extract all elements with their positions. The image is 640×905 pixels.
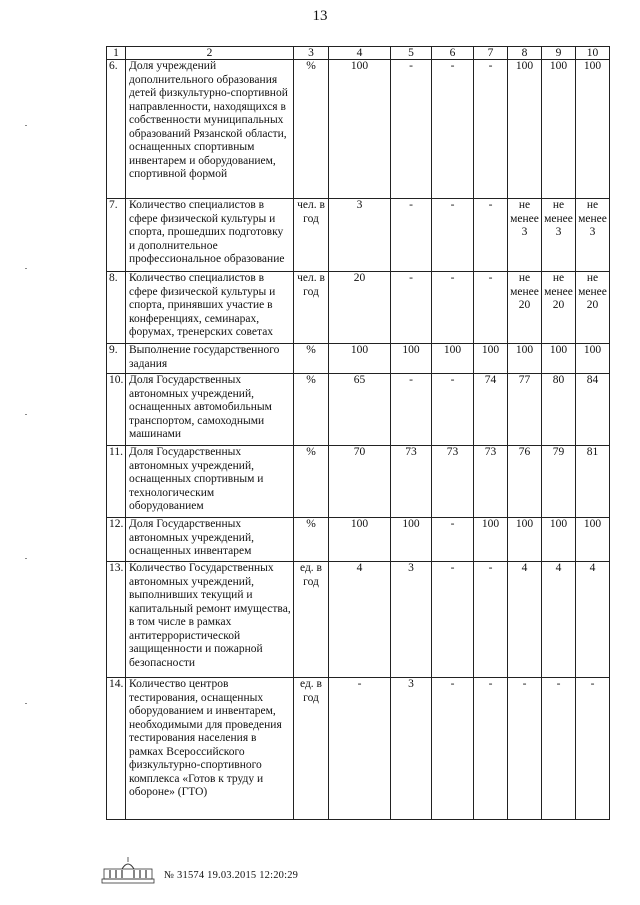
unit-cell: чел. в год (294, 199, 329, 272)
value-cell: - (432, 562, 474, 678)
indicator-name: Доля учреждений дополнительного образования детей физкультурно-спортивной направленности, находящихся в собственности муниципальных образований Рязанской области, оснащенных спортивным инвентарем и оборудованием, спортивной формой (126, 60, 294, 199)
table-row (107, 199, 610, 272)
value-cell: 100 (508, 60, 542, 199)
scan-artifact (25, 558, 27, 559)
value-cell: 84 (576, 374, 610, 446)
unit-cell: % (294, 518, 329, 562)
row-number: 13. (107, 562, 126, 678)
value-cell: - (474, 678, 508, 820)
unit-cell: ед. в год (294, 678, 329, 820)
value-cell: 100 (474, 518, 508, 562)
value-cell: 100 (542, 60, 576, 199)
header-cell: 4 (329, 47, 391, 60)
header-cell: 2 (126, 47, 294, 60)
value-cell: 100 (576, 60, 610, 199)
value-cell: - (474, 60, 508, 199)
row-number: 11. (107, 446, 126, 518)
value-cell: не менее 20 (576, 272, 610, 344)
government-building-emblem-icon (100, 855, 156, 885)
indicator-name: Выполнение государственного задания (126, 344, 294, 374)
value-cell: 3 (329, 199, 391, 272)
value-cell: - (432, 518, 474, 562)
scan-artifact (25, 414, 27, 415)
value-cell: - (474, 199, 508, 272)
value-cell: 100 (474, 344, 508, 374)
row-number: 6. (107, 60, 126, 199)
value-cell: 76 (508, 446, 542, 518)
value-cell: 70 (329, 446, 391, 518)
unit-cell: ед. в год (294, 562, 329, 678)
value-cell: не менее 3 (576, 199, 610, 272)
value-cell: - (474, 562, 508, 678)
indicators-table (106, 46, 610, 820)
value-cell: - (391, 272, 432, 344)
value-cell: - (508, 678, 542, 820)
value-cell: 100 (329, 60, 391, 199)
value-cell: - (474, 272, 508, 344)
value-cell: - (432, 678, 474, 820)
value-cell: не менее 20 (542, 272, 576, 344)
value-cell: 100 (391, 518, 432, 562)
header-cell: 9 (542, 47, 576, 60)
value-cell: - (391, 374, 432, 446)
scan-artifact (25, 268, 27, 269)
row-number: 14. (107, 678, 126, 820)
value-cell: 4 (542, 562, 576, 678)
table-row (107, 678, 610, 820)
value-cell: 100 (542, 518, 576, 562)
value-cell: - (391, 60, 432, 199)
indicator-name: Количество специалистов в сфере физической культуры и спорта, прошедших подготовку и дополнительное профессиональное образование (126, 199, 294, 272)
value-cell: 73 (432, 446, 474, 518)
value-cell: - (432, 374, 474, 446)
value-cell: 100 (576, 344, 610, 374)
value-cell: 3 (391, 562, 432, 678)
unit-cell: % (294, 446, 329, 518)
unit-cell: % (294, 344, 329, 374)
value-cell: 65 (329, 374, 391, 446)
value-cell: не менее 3 (508, 199, 542, 272)
unit-cell: % (294, 60, 329, 199)
row-number: 8. (107, 272, 126, 344)
header-cell: 5 (391, 47, 432, 60)
header-cell: 7 (474, 47, 508, 60)
value-cell: - (542, 678, 576, 820)
value-cell: 100 (576, 518, 610, 562)
table-row (107, 272, 610, 344)
value-cell: 4 (329, 562, 391, 678)
header-cell: 6 (432, 47, 474, 60)
row-number: 12. (107, 518, 126, 562)
unit-cell: % (294, 374, 329, 446)
value-cell: 73 (474, 446, 508, 518)
value-cell: 100 (508, 518, 542, 562)
value-cell: 100 (432, 344, 474, 374)
value-cell: 100 (542, 344, 576, 374)
indicator-name: Количество специалистов в сфере физической культуры и спорта, принявших участие в конференциях, семинарах, форумах, тренерских советах (126, 272, 294, 344)
scan-artifact (25, 125, 27, 126)
value-cell: - (432, 272, 474, 344)
value-cell: 100 (329, 344, 391, 374)
value-cell: 4 (508, 562, 542, 678)
value-cell: не менее 20 (508, 272, 542, 344)
value-cell: - (576, 678, 610, 820)
header-cell: 8 (508, 47, 542, 60)
value-cell: 79 (542, 446, 576, 518)
value-cell: 81 (576, 446, 610, 518)
indicator-name: Количество Государственных автономных учреждений, выполнивших текущий и капитальный ремонт имущества, в том числе в рамках антитеррористической защищенности и пожарной безопасности (126, 562, 294, 678)
value-cell: 77 (508, 374, 542, 446)
row-number: 7. (107, 199, 126, 272)
value-cell: 100 (391, 344, 432, 374)
row-number: 9. (107, 344, 126, 374)
indicator-name: Доля Государственных автономных учреждений, оснащенных инвентарем (126, 518, 294, 562)
value-cell: 3 (391, 678, 432, 820)
value-cell: - (432, 199, 474, 272)
value-cell: - (432, 60, 474, 199)
value-cell: 80 (542, 374, 576, 446)
table-row (107, 60, 610, 199)
table-row (107, 518, 610, 562)
value-cell: 20 (329, 272, 391, 344)
table-row (107, 374, 610, 446)
header-cell: 1 (107, 47, 126, 60)
row-number: 10. (107, 374, 126, 446)
table-row (107, 562, 610, 678)
registration-stamp: № 31574 19.03.2015 12:20:29 (164, 870, 299, 881)
page-number: 13 (312, 8, 328, 24)
scan-artifact (25, 703, 27, 704)
unit-cell: чел. в год (294, 272, 329, 344)
value-cell: - (329, 678, 391, 820)
table-row (107, 344, 610, 374)
value-cell: 4 (576, 562, 610, 678)
value-cell: - (391, 199, 432, 272)
value-cell: 100 (508, 344, 542, 374)
header-cell: 3 (294, 47, 329, 60)
footer-registration (100, 855, 298, 885)
value-cell: 73 (391, 446, 432, 518)
indicator-name: Доля Государственных автономных учреждений, оснащенных автомобильным транспортом, самоходными машинами (126, 374, 294, 446)
indicator-name: Доля Государственных автономных учреждений, оснащенных спортивным и технологическим оборудованием (126, 446, 294, 518)
value-cell: 100 (329, 518, 391, 562)
header-cell: 10 (576, 47, 610, 60)
table-header-row (107, 47, 610, 60)
table-row (107, 446, 610, 518)
value-cell: 74 (474, 374, 508, 446)
value-cell: не менее 3 (542, 199, 576, 272)
indicator-name: Количество центров тестирования, оснащенных оборудованием и инвентарем, необходимыми для проведения тестирования населения в рамках Всероссийского физкультурно-спортивного комплекса «Готов к труду и обороне» (ГТО) (126, 678, 294, 820)
